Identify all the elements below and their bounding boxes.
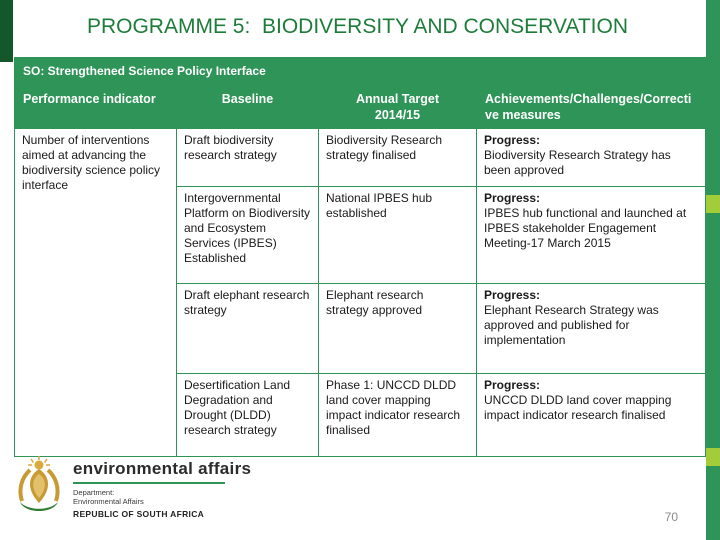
col-header-performance-indicator: Performance indicator [15, 86, 177, 129]
achievement-cell [477, 187, 706, 284]
col-header-achievements: Achievements/Challenges/Corrective measures [477, 86, 706, 129]
baseline-cell: Desertification Land Degradation and Drought (DLDD) research strategy [177, 374, 319, 457]
logo-dept-label: Department: [73, 488, 115, 497]
achievement-cell [477, 374, 706, 457]
progress-label: Progress: [484, 191, 541, 205]
baseline-cell: Intergovernmental Platform on Biodiversity and Ecosystem Services (IPBES) Established [177, 187, 319, 284]
results-table-container [14, 57, 705, 457]
target-cell: Elephant research strategy approved [319, 284, 477, 374]
table-header-row [15, 86, 706, 129]
department-logo [12, 455, 251, 522]
logo-divider [73, 482, 225, 484]
progress-label: Progress: [484, 288, 541, 302]
logo-text-block [73, 455, 251, 519]
progress-label: Progress: [484, 378, 541, 392]
target-cell: Biodiversity Research strategy finalised [319, 129, 477, 187]
right-accent-stripe [706, 0, 720, 540]
table-row [15, 129, 706, 187]
stripe-light-segment [706, 195, 720, 213]
achievement-cell [477, 284, 706, 374]
strategic-objective-header: SO: Strengthened Science Policy Interface [15, 58, 706, 86]
stripe-light-segment [706, 448, 720, 466]
col-header-annual-target [319, 86, 477, 129]
target-cell: National IPBES hub established [319, 187, 477, 284]
results-table [14, 57, 706, 457]
achievement-cell [477, 129, 706, 187]
page-number: 70 [664, 510, 678, 524]
coat-of-arms-icon [12, 455, 66, 522]
target-cell: Phase 1: UNCCD DLDD land cover mapping impact indicator research finalised [319, 374, 477, 457]
table-row [15, 58, 706, 86]
progress-text: Biodiversity Research Strategy has been approved [484, 148, 671, 177]
progress-text: UNCCD DLDD land cover mapping impact indicator research finalised [484, 393, 672, 422]
progress-text: IPBES hub functional and launched at IPBES stakeholder Engagement Meeting-17 March 2015 [484, 206, 687, 250]
progress-label: Progress: [484, 133, 541, 147]
col-header-baseline: Baseline [177, 86, 319, 129]
left-accent-bar [0, 0, 13, 62]
logo-dept-name: Environmental Affairs [73, 497, 144, 506]
slide-title: PROGRAMME 5: BIODIVERSITY AND CONSERVATION [86, 15, 629, 38]
baseline-cell: Draft elephant research strategy [177, 284, 319, 374]
logo-country: REPUBLIC OF SOUTH AFRICA [73, 509, 205, 519]
annual-target-line2: 2014/15 [374, 108, 421, 122]
logo-brand-text: environmental affairs [73, 459, 252, 478]
annual-target-line1: Annual Target [355, 92, 440, 106]
progress-text: Elephant Research Strategy was approved and published for implementation [484, 303, 659, 347]
baseline-cell: Draft biodiversity research strategy [177, 129, 319, 187]
performance-indicator-cell: Number of interventions aimed at advancing the biodiversity science policy interface [15, 129, 177, 457]
